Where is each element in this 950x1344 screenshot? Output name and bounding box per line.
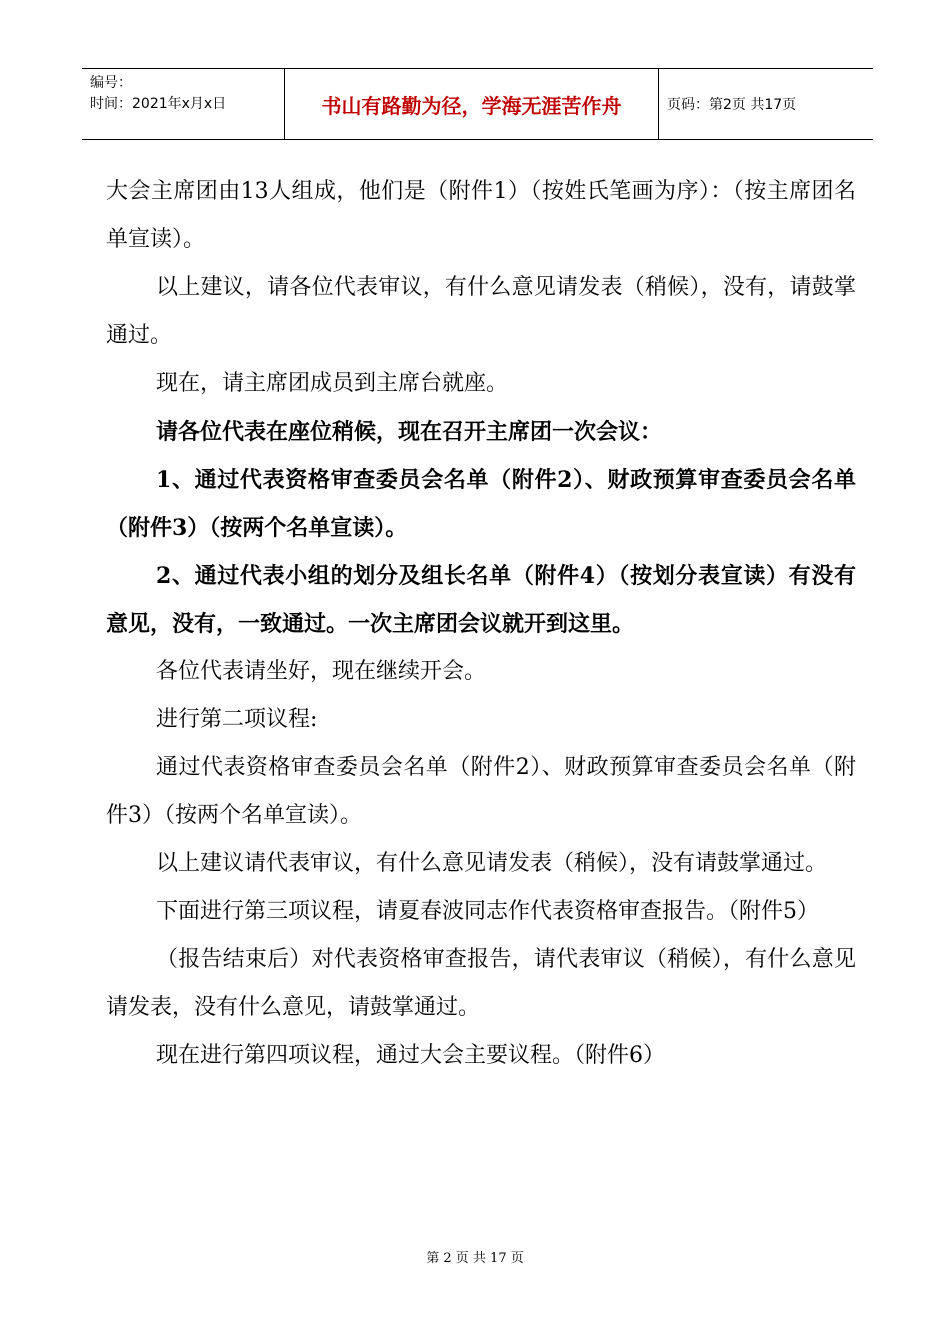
header-meta <box>82 69 284 139</box>
paragraph-fourth-agenda: 现在进行第四项议程，通过大会主要议程。（附件6） <box>156 1043 665 1068</box>
header-number-label: 编号： <box>90 75 132 91</box>
paragraph-report-review: （报告结束后）对代表资格审查报告，请代表审议（稍候），有什么意见请发表，没有什么意见，请鼓掌通过。 <box>106 947 856 1020</box>
header-page-info: 页码：第2页 共17页 <box>667 97 797 113</box>
paragraph-presidium: 大会主席团由13人组成，他们是（附件1）（按姓氏笔画为序）：（按主席团名单宣读）。 <box>106 179 856 252</box>
paragraph-continue: 各位代表请坐好，现在继续开会。 <box>156 659 487 684</box>
page-footer: 第 2 页 共 17 页 <box>426 1251 524 1266</box>
paragraph-third-agenda: 下面进行第三项议程，请夏春波同志作代表资格审查报告。（附件5） <box>156 899 819 924</box>
header-motto: 书山有路勤为径，学海无涯苦作舟 <box>284 69 659 139</box>
paragraph-presidium-seating: 现在，请主席团成员到主席台就座。 <box>156 371 509 396</box>
paragraph-item-1: 1、通过代表资格审查委员会名单（附件2）、财政预算审查委员会名单（附件3）（按两个名单宣读）。 <box>106 467 856 541</box>
paragraph-committee-lists: 通过代表资格审查委员会名单（附件2）、财政预算审查委员会名单（附件3）（按两个名单宣读）。 <box>106 755 856 828</box>
paragraph-review-request: 以上建议请代表审议，有什么意见请发表（稍候），没有请鼓掌通过。 <box>156 851 828 876</box>
page-header <box>82 68 873 140</box>
paragraph-item-2: 2、通过代表小组的划分及组长名单（附件4）（按划分表宣读）有没有意见，没有，一致通过。一次主席团会议就开到这里。 <box>106 563 856 637</box>
paragraph-review-suggestion: 以上建议，请各位代表审议，有什么意见请发表（稍候），没有，请鼓掌通过。 <box>106 275 856 348</box>
paragraph-second-agenda: 进行第二项议程: <box>156 707 318 732</box>
header-time-label: 时间：2021年x月x日 <box>90 96 227 112</box>
paragraph-presidium-meeting: 请各位代表在座位稍候，现在召开主席团一次会议： <box>156 419 663 445</box>
document-body <box>106 168 856 1080</box>
